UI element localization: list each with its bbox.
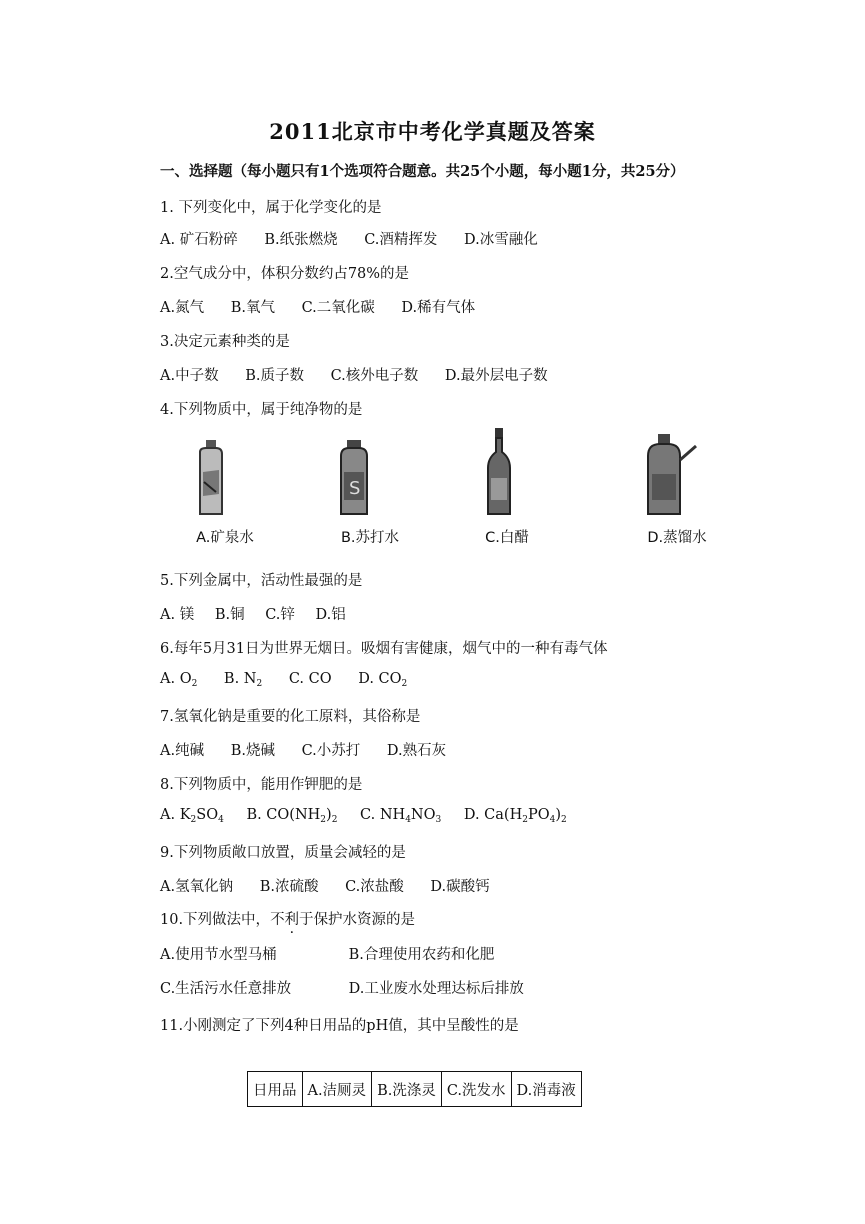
q2-option-c: C.二氧化碳 bbox=[301, 300, 375, 316]
q1-option-d: D.冰雪融化 bbox=[463, 232, 538, 248]
q9-option-b: B.浓硫酸 bbox=[259, 879, 319, 895]
q9-option-d: D.碳酸钙 bbox=[430, 879, 490, 895]
table-cell: B.洗涤灵 bbox=[372, 1072, 442, 1107]
soda-water-bottle-icon bbox=[315, 422, 425, 522]
table-cell: C.洗发水 bbox=[441, 1072, 511, 1107]
table-header-cell: 日用品 bbox=[248, 1072, 303, 1107]
q5-option-a: A. 镁 bbox=[160, 607, 195, 623]
q3-option-a: A.中子数 bbox=[160, 368, 219, 384]
question-10-options-row1 bbox=[160, 943, 494, 964]
mineral-water-bottle-icon bbox=[170, 422, 280, 522]
question-11-stem: 11.小刚测定了下列4种日用品的pH值，其中呈酸性的是 bbox=[160, 1018, 519, 1034]
q8-option-c: C. $NH_4NO_3$ bbox=[360, 807, 442, 825]
q3-option-d: D.最外层电子数 bbox=[444, 368, 548, 384]
q10-option-c: C.生活污水任意排放 bbox=[160, 981, 292, 997]
distilled-water-bottle-icon bbox=[622, 422, 732, 522]
q5-option-d: D.铝 bbox=[315, 607, 346, 623]
bottle-a-label: A.矿泉水 bbox=[196, 530, 254, 546]
ph-table bbox=[247, 1071, 582, 1107]
question-8-options bbox=[160, 807, 567, 825]
section-heading: 一、选择题（每小题只有1个选项符合题意。共25个小题，每小题1分，共25分） bbox=[160, 163, 685, 180]
question-9-stem: 9.下列物质敞口放置，质量会减轻的是 bbox=[160, 845, 406, 861]
question-1-options bbox=[160, 228, 538, 249]
q7-option-d: D.熟石灰 bbox=[386, 743, 447, 759]
question-2-stem: 2.空气成分中，体积分数约占78%的是 bbox=[160, 266, 410, 282]
q5-option-b: B.铜 bbox=[214, 607, 245, 623]
q6-option-b: B. $N_2$ bbox=[223, 671, 263, 689]
q7-option-a: A.纯碱 bbox=[160, 743, 205, 759]
q8-option-a: A. $K_2SO_4$ bbox=[160, 807, 224, 825]
q3-option-b: B.质子数 bbox=[245, 368, 304, 384]
question-10-options-row2 bbox=[160, 977, 524, 998]
q1-option-a: A. 矿石粉碎 bbox=[160, 232, 238, 248]
bottle-c-label: C.白醋 bbox=[485, 530, 529, 546]
bottle-white-vinegar bbox=[452, 422, 562, 552]
question-6-stem: 6.每年5月31日为世界无烟日。吸烟有害健康，烟气中的一种有毒气体 bbox=[160, 641, 608, 657]
bottle-soda-water bbox=[315, 422, 425, 552]
q7-option-c: C.小苏打 bbox=[301, 743, 361, 759]
bottle-d-label: D.蒸馏水 bbox=[647, 530, 707, 546]
question-7-options bbox=[160, 739, 446, 760]
question-2-options bbox=[160, 296, 475, 317]
q9-option-a: A.氢氧化钠 bbox=[160, 879, 234, 895]
vinegar-bottle-icon bbox=[452, 422, 562, 522]
table-cell: D.消毒液 bbox=[511, 1072, 581, 1107]
question-5-options bbox=[160, 603, 346, 624]
q2-option-a: A.氮气 bbox=[160, 300, 205, 316]
bottle-distilled-water bbox=[622, 422, 732, 552]
question-4-images bbox=[170, 422, 730, 552]
table-row bbox=[248, 1072, 582, 1107]
page-title: 2011北京市中考化学真题及答案 bbox=[269, 119, 596, 144]
q3-option-c: C.核外电子数 bbox=[330, 368, 419, 384]
question-10-stem: 10.下列做法中，不利于保护水资源的是 bbox=[160, 908, 415, 929]
question-5-stem: 5.下列金属中，活动性最强的是 bbox=[160, 573, 363, 589]
q7-option-b: B.烧碱 bbox=[230, 743, 275, 759]
q2-option-d: D.稀有气体 bbox=[401, 300, 476, 316]
q1-option-b: B.纸张燃烧 bbox=[264, 232, 338, 248]
q1-option-c: C.酒精挥发 bbox=[364, 232, 438, 248]
question-1-stem: 1. 下列变化中，属于化学变化的是 bbox=[160, 200, 382, 216]
bottle-b-label: B.苏打水 bbox=[340, 530, 400, 546]
question-6-options bbox=[160, 671, 407, 689]
table-cell: A.洁厕灵 bbox=[302, 1072, 372, 1107]
q6-option-c: C. CO bbox=[288, 671, 332, 687]
q6-option-d: D. $CO_2$ bbox=[358, 671, 408, 689]
svg-text:S: S bbox=[349, 478, 361, 499]
q2-option-b: B.氧气 bbox=[230, 300, 275, 316]
question-8-stem: 8.下列物质中，能用作钾肥的是 bbox=[160, 777, 363, 793]
q10-option-b: B.合理使用农药和化肥 bbox=[348, 947, 495, 963]
emphasis-marks: 不利于 bbox=[270, 912, 314, 928]
q10-option-a: A.使用节水型马桶 bbox=[160, 947, 277, 963]
question-4-stem: 4.下列物质中，属于纯净物的是 bbox=[160, 402, 363, 418]
q8-option-b: B. $CO(NH_2)_2$ bbox=[246, 807, 338, 825]
question-3-options bbox=[160, 364, 548, 385]
q10-option-d: D.工业废水处理达标后排放 bbox=[348, 981, 524, 997]
question-7-stem: 7.氢氧化钠是重要的化工原料，其俗称是 bbox=[160, 709, 421, 725]
bottle-mineral-water bbox=[170, 422, 280, 552]
question-3-stem: 3.决定元素种类的是 bbox=[160, 334, 290, 350]
q8-option-d: D. $Ca(H_2PO_4)_2$ bbox=[463, 807, 567, 825]
q9-option-c: C.浓盐酸 bbox=[345, 879, 404, 895]
q6-option-a: A. $O_2$ bbox=[160, 671, 198, 689]
q5-option-c: C.锌 bbox=[265, 607, 295, 623]
question-9-options bbox=[160, 875, 490, 896]
